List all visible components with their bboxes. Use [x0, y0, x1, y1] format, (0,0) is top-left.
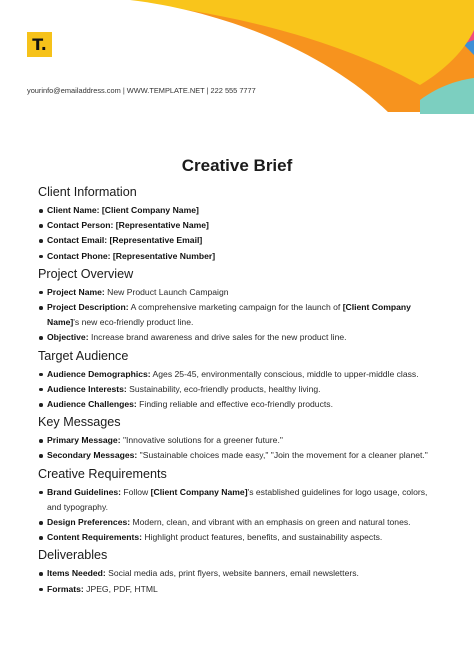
item-text: Sustainability, eco-friendly products, healthy living. [126, 383, 321, 394]
section-list [38, 566, 438, 596]
list-item [38, 582, 438, 597]
item-text: Increase brand awareness and drive sales for the new product line. [88, 332, 347, 343]
item-text: JPEG, PDF, HTML [83, 583, 158, 594]
list-item [38, 530, 438, 545]
item-label: Contact Person: [Representative Name] [47, 220, 209, 231]
item-label: Items Needed: [47, 568, 106, 579]
item-text: Social media ads, print flyers, website banners, email newsletters. [105, 568, 359, 579]
section-list [38, 285, 438, 346]
section-list [38, 485, 438, 546]
item-label: Audience Challenges: [47, 399, 137, 410]
list-item [38, 515, 438, 530]
item-label: Project Description: [47, 302, 129, 313]
item-label: Secondary Messages: [47, 450, 138, 461]
item-label: Primary Message: [47, 435, 121, 446]
section-list [38, 367, 438, 413]
section-list [38, 203, 438, 264]
list-item [38, 285, 438, 300]
item-text: New Product Launch Campaign [104, 286, 229, 297]
header-art [0, 0, 474, 120]
page-title: Creative Brief [181, 156, 293, 175]
list-item [38, 218, 438, 233]
item-text: A comprehensive marketing campaign for the launch of [128, 302, 343, 313]
list-item [38, 566, 438, 581]
section-list [38, 433, 438, 463]
item-label: Client Name: [Client Company Name] [47, 205, 199, 215]
item-text: Finding reliable and effective eco-friendly products. [136, 399, 333, 410]
item-text: Follow [121, 486, 151, 497]
list-item [38, 203, 438, 218]
item-text: Highlight product features, benefits, and sustainability aspects. [142, 532, 383, 543]
list-item [38, 249, 438, 264]
item-label: Project Name: [47, 286, 105, 297]
brief-content [38, 184, 438, 599]
item-text: "Sustainable choices made easy," "Join the movement for a cleaner planet." [137, 450, 428, 461]
item-label: Content Requirements: [47, 532, 143, 543]
item-text: 's new eco-friendly product line. [73, 317, 194, 328]
item-label: Formats: [47, 583, 84, 594]
section-heading: Deliverables [38, 548, 108, 563]
list-item [38, 367, 438, 382]
item-label: Objective: [47, 332, 89, 343]
list-item [38, 448, 438, 463]
brand-logo [27, 32, 52, 57]
item-text: Ages 25-45, environmentally conscious, middle to upper-middle class. [150, 368, 419, 379]
item-placeholder: [Client Company Name] [150, 486, 248, 497]
item-label: Audience Demographics: [47, 368, 151, 379]
item-label: Design Preferences: [47, 517, 131, 528]
item-label: Contact Email: [Representative Email] [47, 235, 203, 246]
item-label: Audience Interests: [47, 383, 127, 394]
item-label: Brand Guidelines: [47, 486, 122, 497]
item-placeholder: [Client Company Name] [47, 302, 411, 328]
list-item [38, 382, 438, 397]
logo-letter: T. [32, 35, 47, 54]
item-text: 's established guidelines for logo usage, colors, and typography. [47, 486, 428, 512]
section-heading: Target Audience [38, 348, 129, 363]
list-item [38, 300, 438, 330]
list-item [38, 397, 438, 412]
item-text: Modern, clean, and vibrant with an emphasis on green and natural tones. [130, 517, 411, 528]
item-text: "Innovative solutions for a greener future." [120, 435, 283, 446]
list-item [38, 330, 438, 345]
item-label: Contact Phone: [Representative Number] [47, 250, 216, 261]
section-heading: Client Information [38, 185, 137, 199]
section-heading: Creative Requirements [38, 466, 167, 481]
contact-line: yourinfo@emailaddress.com | WWW.TEMPLATE.NET | 222 555 7777 [27, 86, 256, 95]
section-heading: Key Messages [38, 415, 121, 430]
list-item [38, 485, 438, 515]
section-heading: Project Overview [38, 266, 134, 281]
list-item [38, 233, 438, 248]
list-item [38, 433, 438, 448]
